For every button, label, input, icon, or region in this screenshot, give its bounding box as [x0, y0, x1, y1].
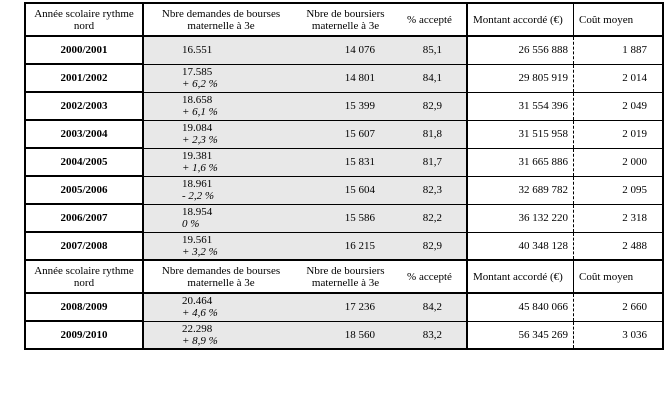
demands-change: + 2,3 %	[182, 134, 218, 146]
table-row	[25, 293, 663, 321]
boursiers-cell: 16 215	[298, 232, 393, 260]
cost-cell: 2 488	[574, 232, 664, 260]
boursiers-cell: 15 586	[298, 204, 393, 232]
demands-cell	[143, 232, 298, 260]
table-row	[25, 176, 663, 204]
demands-cell	[143, 321, 298, 349]
accepted-cell: 85,1	[393, 36, 467, 64]
demands-value: 19.381	[182, 150, 213, 162]
cost-cell: 2 000	[574, 148, 664, 176]
header-demands: Nbre demandes de bourses maternelle à 3e	[143, 260, 298, 293]
table-row	[25, 148, 663, 176]
demands-change: - 2,2 %	[182, 190, 215, 202]
demands-cell	[143, 64, 298, 92]
table-row	[25, 232, 663, 260]
boursiers-cell: 14 801	[298, 64, 393, 92]
accepted-cell: 84,1	[393, 64, 467, 92]
demands-change: + 8,9 %	[182, 334, 218, 347]
year-cell: 2003/2004	[25, 120, 143, 148]
boursiers-cell: 17 236	[298, 293, 393, 321]
demands-cell	[143, 36, 298, 64]
cost-cell: 2 049	[574, 92, 664, 120]
cost-cell: 2 019	[574, 120, 664, 148]
header-boursiers: Nbre de boursiers maternelle à 3e	[298, 3, 393, 36]
header-year: Année scolaire rythme nord	[25, 3, 143, 36]
demands-value: 18.961	[182, 178, 213, 190]
amount-cell: 40 348 128	[467, 232, 574, 260]
boursiers-cell: 14 076	[298, 36, 393, 64]
demands-value: 18.954	[182, 206, 213, 218]
header-amount: Montant accordé (€)	[467, 260, 574, 293]
boursiers-cell: 15 831	[298, 148, 393, 176]
table-row	[25, 120, 663, 148]
boursiers-cell: 15 607	[298, 120, 393, 148]
demands-change: + 4,6 %	[182, 307, 218, 320]
demands-change: 0 %	[182, 218, 200, 230]
header-cost: Coût moyen	[574, 3, 664, 36]
demands-value: 17.585	[182, 66, 213, 78]
amount-cell: 56 345 269	[467, 321, 574, 349]
table-row	[25, 64, 663, 92]
year-cell: 2005/2006	[25, 176, 143, 204]
demands-cell	[143, 148, 298, 176]
table-row	[25, 92, 663, 120]
demands-value: 16.551	[182, 44, 213, 57]
demands-change: + 3,2 %	[182, 245, 218, 258]
year-cell: 2002/2003	[25, 92, 143, 120]
accepted-cell: 81,7	[393, 148, 467, 176]
demands-value: 19.084	[182, 122, 213, 134]
year-cell: 2001/2002	[25, 64, 143, 92]
accepted-cell: 82,9	[393, 232, 467, 260]
amount-cell: 29 805 919	[467, 64, 574, 92]
accepted-cell: 81,8	[393, 120, 467, 148]
cost-cell: 2 660	[574, 293, 664, 321]
demands-value: 22.298	[182, 322, 213, 335]
year-cell: 2004/2005	[25, 148, 143, 176]
amount-cell: 36 132 220	[467, 204, 574, 232]
amount-cell: 26 556 888	[467, 36, 574, 64]
cost-cell: 2 318	[574, 204, 664, 232]
cost-cell: 2 014	[574, 64, 664, 92]
table-row	[25, 204, 663, 232]
year-cell: 2007/2008	[25, 232, 143, 260]
table-row	[25, 36, 663, 64]
year-cell: 2009/2010	[25, 321, 143, 349]
amount-cell: 31 515 958	[467, 120, 574, 148]
amount-cell: 45 840 066	[467, 293, 574, 321]
cost-cell: 1 887	[574, 36, 664, 64]
header-row	[25, 260, 663, 293]
demands-value: 18.658	[182, 94, 213, 106]
demands-value: 19.561	[182, 233, 213, 246]
boursiers-cell: 18 560	[298, 321, 393, 349]
header-accepted: % accepté	[393, 3, 467, 36]
header-cost: Coût moyen	[574, 260, 664, 293]
accepted-cell: 82,9	[393, 92, 467, 120]
year-cell: 2006/2007	[25, 204, 143, 232]
demands-cell	[143, 176, 298, 204]
demands-change: + 6,2 %	[182, 78, 218, 90]
header-demands: Nbre demandes de bourses maternelle à 3e	[143, 3, 298, 36]
table-row	[25, 321, 663, 349]
header-row	[25, 3, 663, 36]
table-body	[25, 3, 663, 349]
year-cell: 2000/2001	[25, 36, 143, 64]
demands-value: 20.464	[182, 295, 213, 308]
header-boursiers: Nbre de boursiers maternelle à 3e	[298, 260, 393, 293]
cost-cell: 3 036	[574, 321, 664, 349]
year-cell: 2008/2009	[25, 293, 143, 321]
amount-cell: 32 689 782	[467, 176, 574, 204]
amount-cell: 31 554 396	[467, 92, 574, 120]
cost-cell: 2 095	[574, 176, 664, 204]
header-accepted: % accepté	[393, 260, 467, 293]
accepted-cell: 82,2	[393, 204, 467, 232]
bourses-table	[24, 2, 664, 350]
demands-cell	[143, 293, 298, 321]
header-amount: Montant accordé (€)	[467, 3, 574, 36]
header-year: Année scolaire rythme nord	[25, 260, 143, 293]
demands-change: + 6,1 %	[182, 106, 218, 118]
amount-cell: 31 665 886	[467, 148, 574, 176]
accepted-cell: 82,3	[393, 176, 467, 204]
boursiers-cell: 15 604	[298, 176, 393, 204]
accepted-cell: 83,2	[393, 321, 467, 349]
boursiers-cell: 15 399	[298, 92, 393, 120]
demands-cell	[143, 204, 298, 232]
accepted-cell: 84,2	[393, 293, 467, 321]
demands-change: + 1,6 %	[182, 162, 218, 174]
demands-cell	[143, 92, 298, 120]
demands-cell	[143, 120, 298, 148]
